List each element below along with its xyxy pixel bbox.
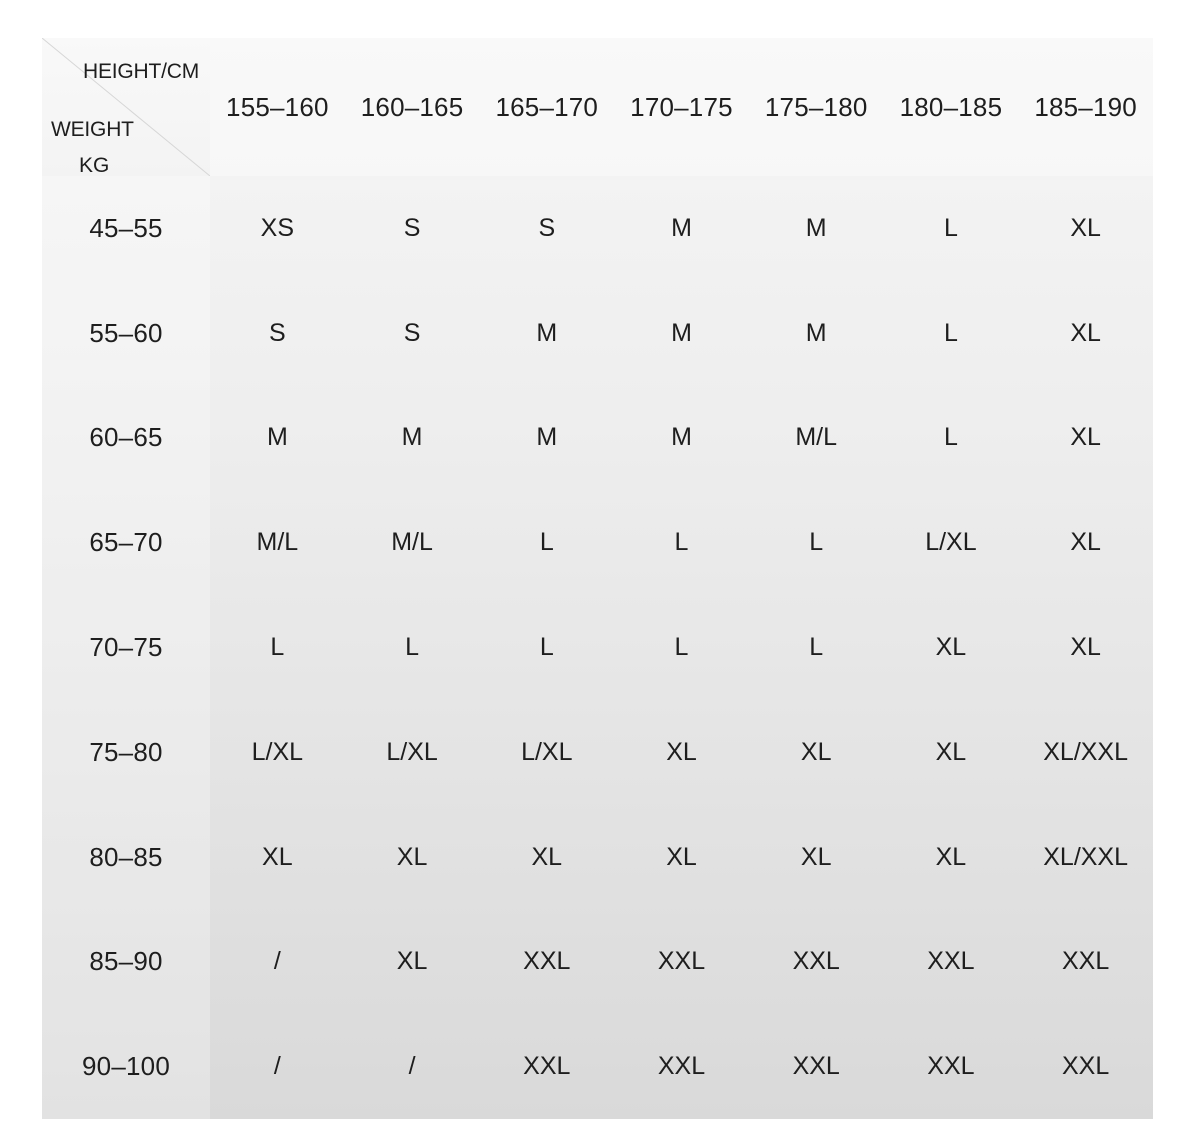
height-header: 170–175: [614, 38, 749, 176]
weight-axis-label: WEIGHT: [51, 118, 134, 141]
size-cell: XXL: [792, 1052, 840, 1081]
size-cell: L: [405, 632, 420, 661]
size-cell: L: [943, 213, 958, 242]
size-cell: XXL: [523, 947, 571, 976]
size-cell: XL: [666, 842, 697, 871]
size-cell: L: [809, 528, 824, 557]
height-header: 185–190: [1018, 38, 1153, 176]
weight-row-label: 75–80: [42, 700, 210, 805]
size-cell: S: [538, 213, 556, 242]
weight-row-label: 65–70: [42, 490, 210, 595]
size-cell: M: [536, 423, 558, 452]
size-cell: XS: [260, 213, 295, 242]
size-cell: XXL: [1062, 1052, 1110, 1081]
size-cell: /: [273, 947, 281, 976]
height-axis-label: HEIGHT/CM: [83, 60, 200, 83]
height-header: 175–180: [749, 38, 884, 176]
size-cell: L/XL: [521, 737, 573, 766]
size-cell: L/XL: [251, 737, 304, 766]
weight-row-label: 90–100: [42, 1014, 210, 1119]
weight-row-label: 70–75: [42, 595, 210, 700]
size-cell: XL: [1070, 528, 1101, 557]
size-cell: XL: [1070, 213, 1101, 242]
size-cell: XL: [396, 842, 428, 871]
size-cell: L: [539, 632, 554, 661]
size-cell: XL: [1070, 318, 1101, 347]
size-cell: XL: [666, 737, 697, 766]
size-chart: [42, 38, 1153, 1119]
size-cell: M: [536, 318, 558, 347]
size-cell: /: [273, 1052, 281, 1081]
size-cell: M: [805, 318, 827, 347]
size-cell: XXL: [657, 947, 706, 976]
size-cell: XL: [935, 842, 967, 871]
weight-row-label: 60–65: [42, 386, 210, 491]
size-cell: XXL: [657, 1052, 706, 1081]
size-cell: /: [408, 1052, 416, 1081]
size-cell: XL: [531, 842, 563, 871]
size-cell: L: [809, 632, 824, 661]
weight-row-label: 85–90: [42, 909, 210, 1014]
size-cell: XXL: [927, 1052, 975, 1081]
size-cell: XL: [800, 737, 832, 766]
size-cell: XL/XXL: [1043, 842, 1129, 871]
size-cell: M: [671, 423, 692, 452]
size-cell: M/L: [795, 423, 838, 452]
size-cell: S: [403, 318, 421, 347]
size-cell: XXL: [523, 1052, 571, 1081]
diagonal-divider-icon: [42, 38, 210, 176]
size-cell: S: [403, 213, 421, 242]
size-cell: XL/XXL: [1043, 737, 1129, 766]
size-cell: XL: [1070, 632, 1101, 661]
size-cell: M/L: [391, 528, 433, 557]
size-cell: XL: [935, 737, 967, 766]
size-cell: S: [269, 318, 286, 347]
size-cell: M: [805, 213, 827, 242]
size-cell: M: [401, 423, 423, 452]
size-cell: XXL: [927, 947, 975, 976]
height-header: 155–160: [210, 38, 345, 176]
weight-row-label: 45–55: [42, 176, 210, 281]
weight-unit-label: KG: [79, 154, 110, 176]
size-cell: L/XL: [386, 737, 438, 766]
size-cell: M: [671, 318, 692, 347]
height-header: 160–165: [345, 38, 480, 176]
size-cell: XL: [396, 947, 428, 976]
size-cell: M/L: [256, 528, 299, 557]
size-cell: L: [539, 528, 554, 557]
size-cell: XL: [262, 842, 293, 871]
size-cell: L: [270, 632, 285, 661]
size-cell: L: [943, 318, 958, 347]
corner-header: [42, 38, 210, 176]
size-cell: L: [674, 528, 689, 557]
height-header: 180–185: [884, 38, 1019, 176]
weight-row-label: 55–60: [42, 281, 210, 386]
size-cell: XL: [935, 632, 967, 661]
size-cell: L: [674, 632, 689, 661]
size-cell: L/XL: [925, 528, 977, 557]
weight-row-label: 80–85: [42, 805, 210, 910]
size-cell: M: [266, 423, 288, 452]
size-cell: XXL: [1062, 947, 1110, 976]
size-cell: XL: [800, 842, 832, 871]
size-cell: M: [671, 213, 692, 242]
height-header: 165–170: [479, 38, 614, 176]
size-cell: XXL: [792, 947, 840, 976]
size-cell: XL: [1070, 423, 1101, 452]
size-cell: L: [943, 423, 958, 452]
